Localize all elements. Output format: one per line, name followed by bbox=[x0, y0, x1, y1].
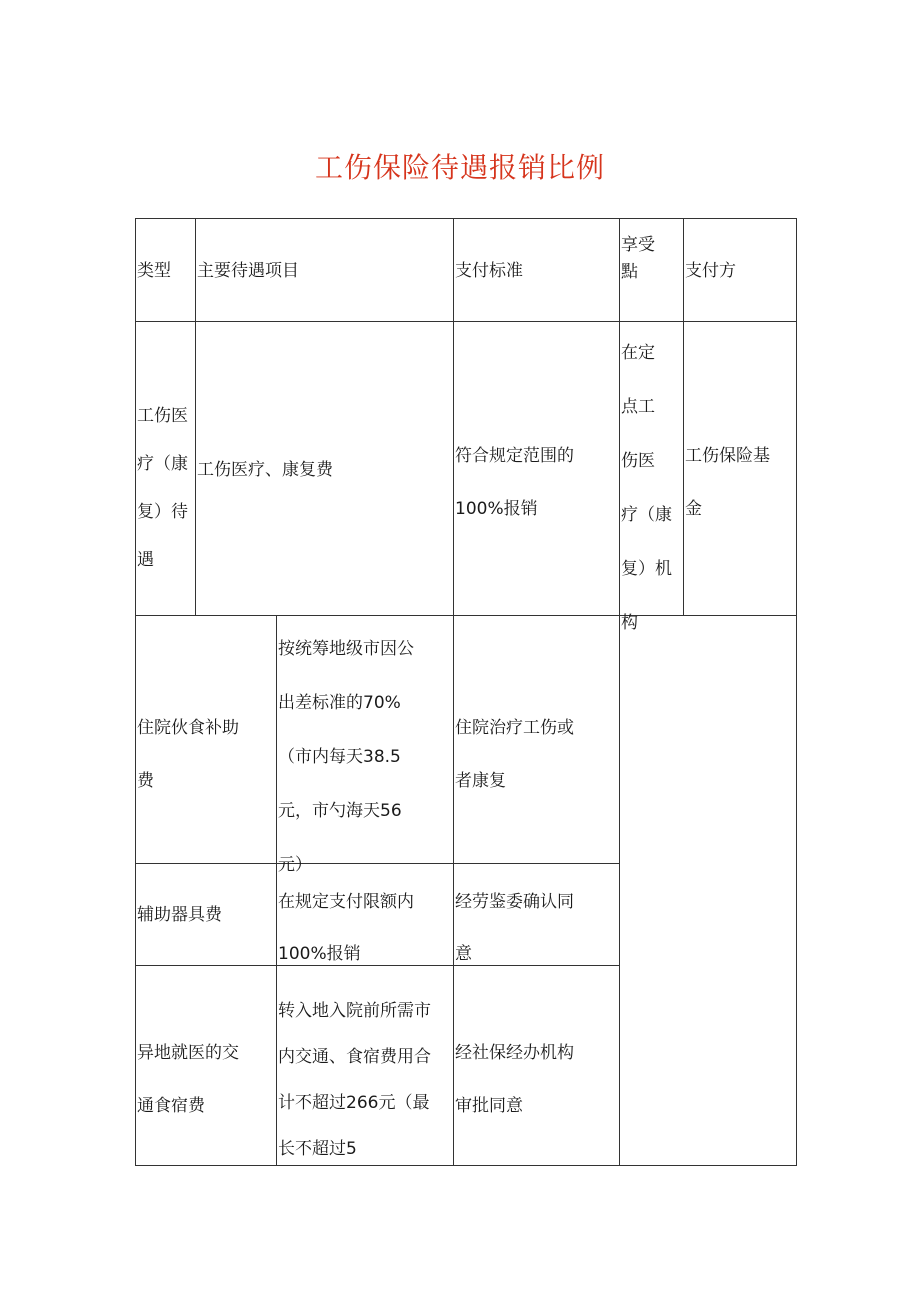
header-place: 享受 點 bbox=[621, 235, 655, 282]
row3-condition: 经劳鉴委确认同 意 bbox=[455, 892, 574, 964]
row-divider-header bbox=[135, 321, 797, 322]
row-divider-1 bbox=[135, 615, 797, 616]
row3-standard: 在规定支付限额内 100%报销 bbox=[278, 892, 414, 964]
row2-type: 住院伙食补助 费 bbox=[137, 718, 239, 791]
row3-type: 辅助器具费 bbox=[137, 905, 222, 925]
header-items: 主要待遇项目 bbox=[197, 261, 299, 281]
row4-condition: 经社保经办机构 审批同意 bbox=[455, 1043, 574, 1116]
table-border-top bbox=[135, 218, 797, 219]
row2-condition: 住院治疗工伤或 者康复 bbox=[455, 718, 574, 791]
col-divider-standard bbox=[453, 218, 454, 1166]
row1-place: 在定 点工 伤医 疗（康 复）机 构 bbox=[621, 343, 672, 633]
header-type: 类型 bbox=[137, 261, 171, 281]
row2-standard: 按统筹地级市因公 出差标准的70% （市内每天38.5 元，市勺海天56 元） bbox=[278, 639, 414, 875]
row1-payer: 工伤保险基 金 bbox=[685, 446, 770, 519]
table-border-right bbox=[796, 218, 797, 1166]
row4-standard: 转入地入院前所需市 内交通、食宿费用合 计不超过266元（最 长不超过5 bbox=[278, 1001, 431, 1159]
table-border-bottom bbox=[135, 1165, 797, 1166]
row1-standard: 符合规定范围的 100%报销 bbox=[455, 446, 574, 519]
header-standard: 支付标准 bbox=[455, 261, 523, 281]
table-border-left bbox=[135, 218, 136, 1166]
row1-type: 工伤医 疗（康 复）待 遇 bbox=[137, 406, 188, 570]
header-payer: 支付方 bbox=[685, 261, 736, 281]
row1-item: 工伤医疗、康复费 bbox=[197, 460, 333, 480]
document-title: 工伤保险待遇报销比例 bbox=[314, 151, 605, 184]
row4-type: 异地就医的交 通食宿费 bbox=[137, 1043, 239, 1116]
